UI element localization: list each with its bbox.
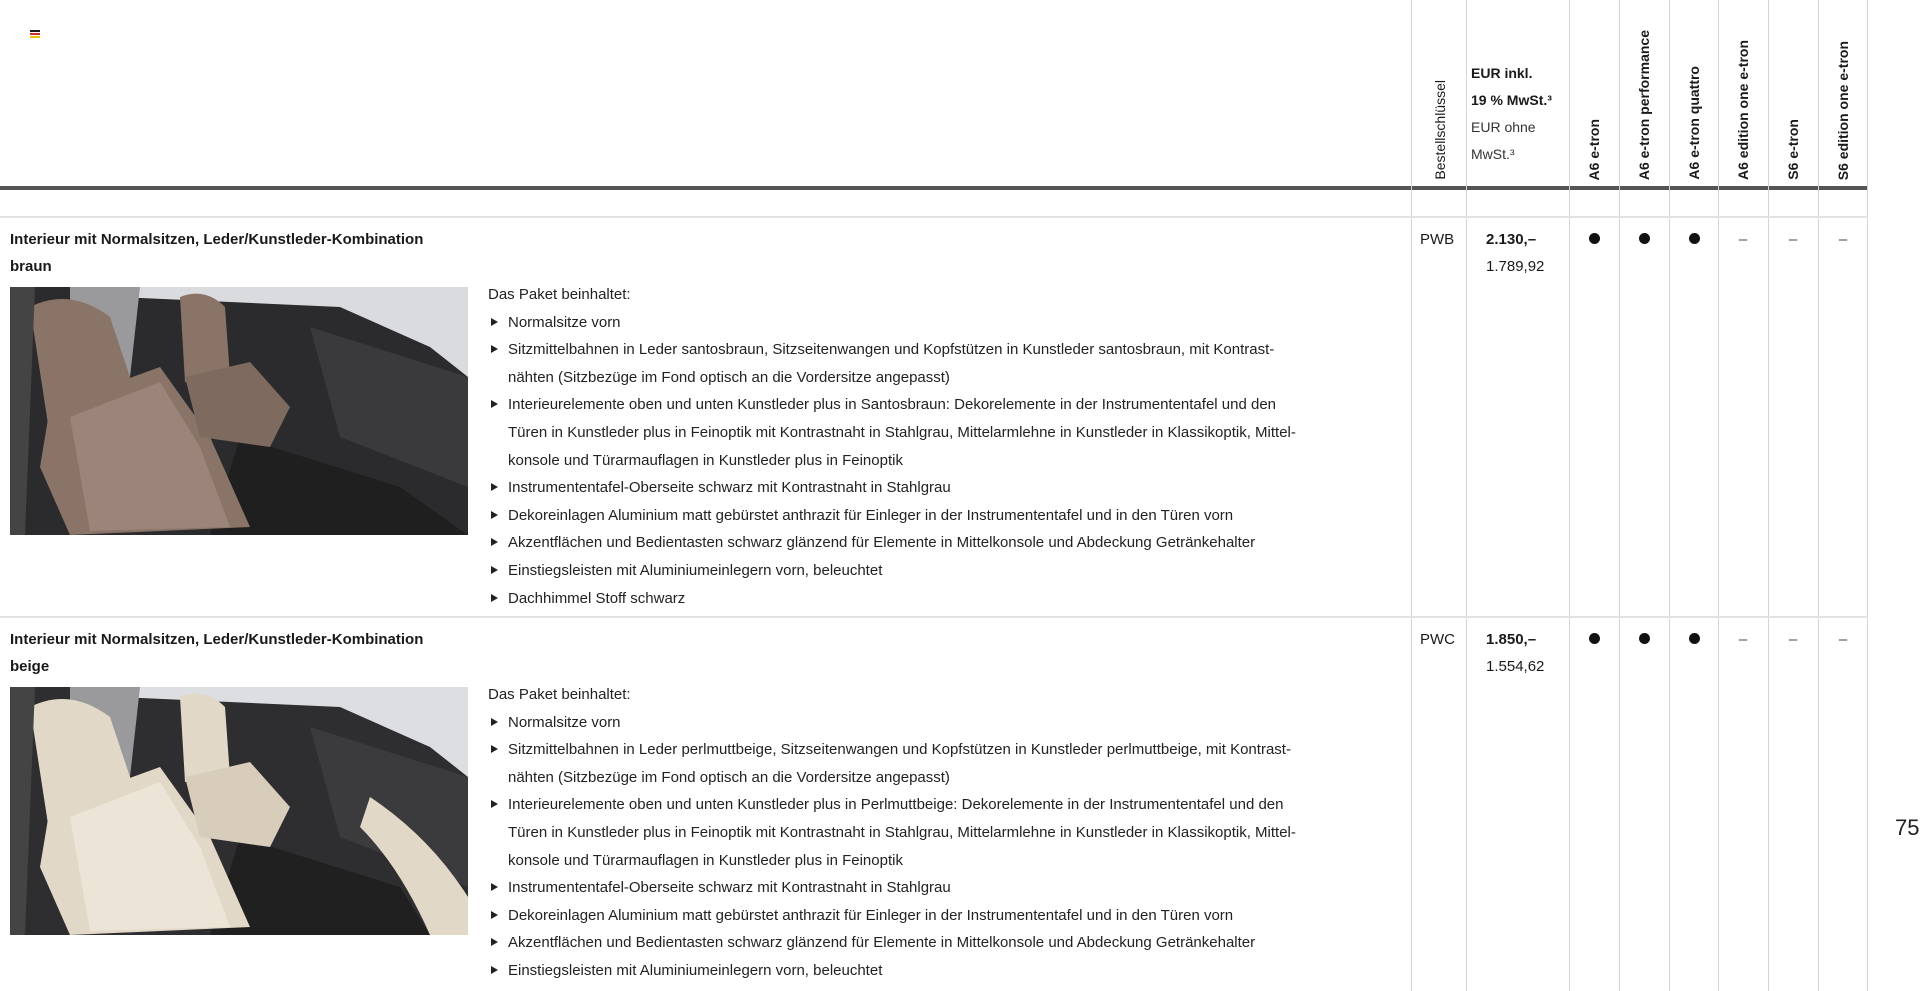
package-description bbox=[488, 681, 1408, 985]
price-cell bbox=[1486, 626, 1544, 680]
list-item: Einstiegsleisten mit Aluminiumeinlegern vorn, beleuchtet bbox=[488, 557, 1408, 585]
availability-a6-etron-quattro bbox=[1669, 226, 1719, 253]
availability-a6-edition-one: – bbox=[1738, 231, 1748, 248]
package-list bbox=[488, 709, 1408, 985]
column-divider bbox=[1619, 0, 1620, 991]
table-header bbox=[0, 0, 1868, 190]
order-key-header bbox=[1430, 10, 1450, 180]
model-header-a6-etron bbox=[1584, 10, 1604, 180]
standard-dot-icon bbox=[1589, 633, 1600, 644]
column-divider bbox=[1768, 0, 1769, 991]
model-label: S6 e-tron bbox=[1785, 119, 1801, 180]
column-divider bbox=[1867, 0, 1868, 991]
header-divider bbox=[0, 186, 1868, 190]
availability-a6-etron-quattro bbox=[1669, 626, 1719, 653]
interior-photo-brown bbox=[10, 287, 468, 535]
list-item: Akzentflächen und Bedientasten schwarz glänzend für Elemente in Mittelkonsole und Abdeckung Getränkehalter bbox=[488, 929, 1408, 957]
model-header-a6-edition-one bbox=[1733, 10, 1753, 180]
standard-dot-icon bbox=[1639, 233, 1650, 244]
list-item: Interieurelemente oben und unten Kunstleder plus in Santosbraun: Dekorelemente in der Instrumententafel und den Türen in Kunstleder plus in Feinoptik mit Kontrastnaht in Stahlgrau, Mittelarmlehne in Kunstleder in Klassikoptik, Mittel- konsole und Türarmauflagen in Kunstleder plus in Feinoptik bbox=[488, 391, 1408, 474]
list-item: Instrumententafel-Oberseite schwarz mit Kontrastnaht in Stahlgrau bbox=[488, 874, 1408, 902]
list-item: Normalsitze vorn bbox=[488, 309, 1408, 337]
row-title-line: Interieur mit Normalsitzen, Leder/Kunstleder-Kombination bbox=[10, 631, 424, 648]
price-incl: 2.130,– bbox=[1486, 231, 1537, 248]
price-incl-vat: 19 % MwSt.³ bbox=[1471, 92, 1552, 108]
availability-a6-etron bbox=[1569, 226, 1619, 253]
model-header-s6-etron bbox=[1783, 10, 1803, 180]
list-item: Dachhimmel Stoff schwarz bbox=[488, 585, 1408, 613]
standard-dot-icon bbox=[1589, 233, 1600, 244]
availability-a6-edition-one: – bbox=[1738, 631, 1748, 648]
list-item: Sitzmittelbahnen in Leder perlmuttbeige, Sitzseitenwangen und Kopfstützen in Kunstleder perlmuttbeige, mit Kontrast- nähten (Sitzbezüge im Fond optisch an die Vordersitze angepasst) bbox=[488, 736, 1408, 791]
list-item: Akzentflächen und Bedientasten schwarz glänzend für Elemente in Mittelkonsole und Abdeckung Getränkehalter bbox=[488, 529, 1408, 557]
availability-s6-etron: – bbox=[1788, 231, 1798, 248]
row-title bbox=[10, 626, 470, 680]
package-list bbox=[488, 309, 1408, 613]
list-item: Instrumententafel-Oberseite schwarz mit Kontrastnaht in Stahlgrau bbox=[488, 474, 1408, 502]
model-header-a6-etron-quattro bbox=[1684, 10, 1704, 180]
price-cell bbox=[1486, 226, 1544, 280]
model-header-s6-edition-one bbox=[1833, 10, 1853, 180]
row-title-line: braun bbox=[10, 258, 52, 275]
list-item: Dekoreinlagen Aluminium matt gebürstet anthrazit für Einleger in der Instrumententafel und in den Türen vorn bbox=[488, 502, 1408, 530]
price-excl: 1.554,62 bbox=[1486, 658, 1545, 675]
model-label: A6 edition one e-tron bbox=[1735, 40, 1751, 180]
availability-a6-etron bbox=[1569, 626, 1619, 653]
order-key-label: Bestellschlüssel bbox=[1432, 80, 1448, 180]
model-label: A6 e-tron bbox=[1586, 118, 1602, 180]
row-divider bbox=[0, 216, 1868, 218]
row-title bbox=[10, 226, 470, 280]
standard-dot-icon bbox=[1689, 233, 1700, 244]
model-label: A6 e-tron quattro bbox=[1686, 66, 1702, 180]
price-incl-label: EUR inkl. bbox=[1471, 65, 1533, 81]
list-item: Dekoreinlagen Aluminium matt gebürstet anthrazit für Einleger in der Instrumententafel und in den Türen vorn bbox=[488, 902, 1408, 930]
list-item: Normalsitze vorn bbox=[488, 709, 1408, 737]
list-item: Einstiegsleisten mit Aluminiumeinlegern vorn, beleuchtet bbox=[488, 957, 1408, 985]
order-code: PWB bbox=[1420, 231, 1455, 248]
price-excl-vat: MwSt.³ bbox=[1471, 146, 1515, 162]
model-label: S6 edition one e-tron bbox=[1835, 40, 1851, 180]
price-header bbox=[1471, 60, 1571, 168]
availability-a6-etron-performance bbox=[1619, 626, 1669, 653]
column-divider bbox=[1411, 0, 1412, 991]
row-divider bbox=[0, 616, 1868, 618]
column-divider bbox=[1818, 0, 1819, 991]
availability-s6-edition-one: – bbox=[1838, 231, 1848, 248]
availability-s6-edition-one: – bbox=[1838, 631, 1848, 648]
interior-photo-beige bbox=[10, 687, 468, 935]
row-title-line: Interieur mit Normalsitzen, Leder/Kunstleder-Kombination bbox=[10, 231, 424, 248]
standard-dot-icon bbox=[1689, 633, 1700, 644]
column-divider bbox=[1569, 0, 1570, 991]
column-divider bbox=[1718, 0, 1719, 991]
column-divider bbox=[1466, 0, 1467, 991]
row-title-line: beige bbox=[10, 658, 50, 675]
order-code: PWC bbox=[1420, 631, 1455, 648]
availability-a6-etron-performance bbox=[1619, 226, 1669, 253]
model-label: A6 e-tron performance bbox=[1636, 29, 1652, 180]
price-excl-label: EUR ohne bbox=[1471, 119, 1536, 135]
model-header-a6-etron-performance bbox=[1634, 10, 1654, 180]
standard-dot-icon bbox=[1639, 633, 1650, 644]
package-description bbox=[488, 281, 1408, 612]
list-item: Interieurelemente oben und unten Kunstleder plus in Perlmuttbeige: Dekorelemente in der Instrumententafel und den Türen in Kunstleder plus in Feinoptik mit Kontrastnaht in Stahlgrau, Mittelarmlehne in Kunstleder in Klassikoptik, Mittel- konsole und Türarmauflagen in Kunstleder plus in Feinoptik bbox=[488, 791, 1408, 874]
price-incl: 1.850,– bbox=[1486, 631, 1537, 648]
list-item: Sitzmittelbahnen in Leder santosbraun, Sitzseitenwangen und Kopfstützen in Kunstleder santosbraun, mit Kontrast- nähten (Sitzbezüge im Fond optisch an die Vordersitze angepasst) bbox=[488, 336, 1408, 391]
availability-s6-etron: – bbox=[1788, 631, 1798, 648]
package-intro: Das Paket beinhaltet: bbox=[488, 286, 631, 303]
column-divider bbox=[1669, 0, 1670, 991]
price-excl: 1.789,92 bbox=[1486, 258, 1545, 275]
package-intro: Das Paket beinhaltet: bbox=[488, 686, 631, 703]
page-number: 75 bbox=[1895, 815, 1920, 840]
